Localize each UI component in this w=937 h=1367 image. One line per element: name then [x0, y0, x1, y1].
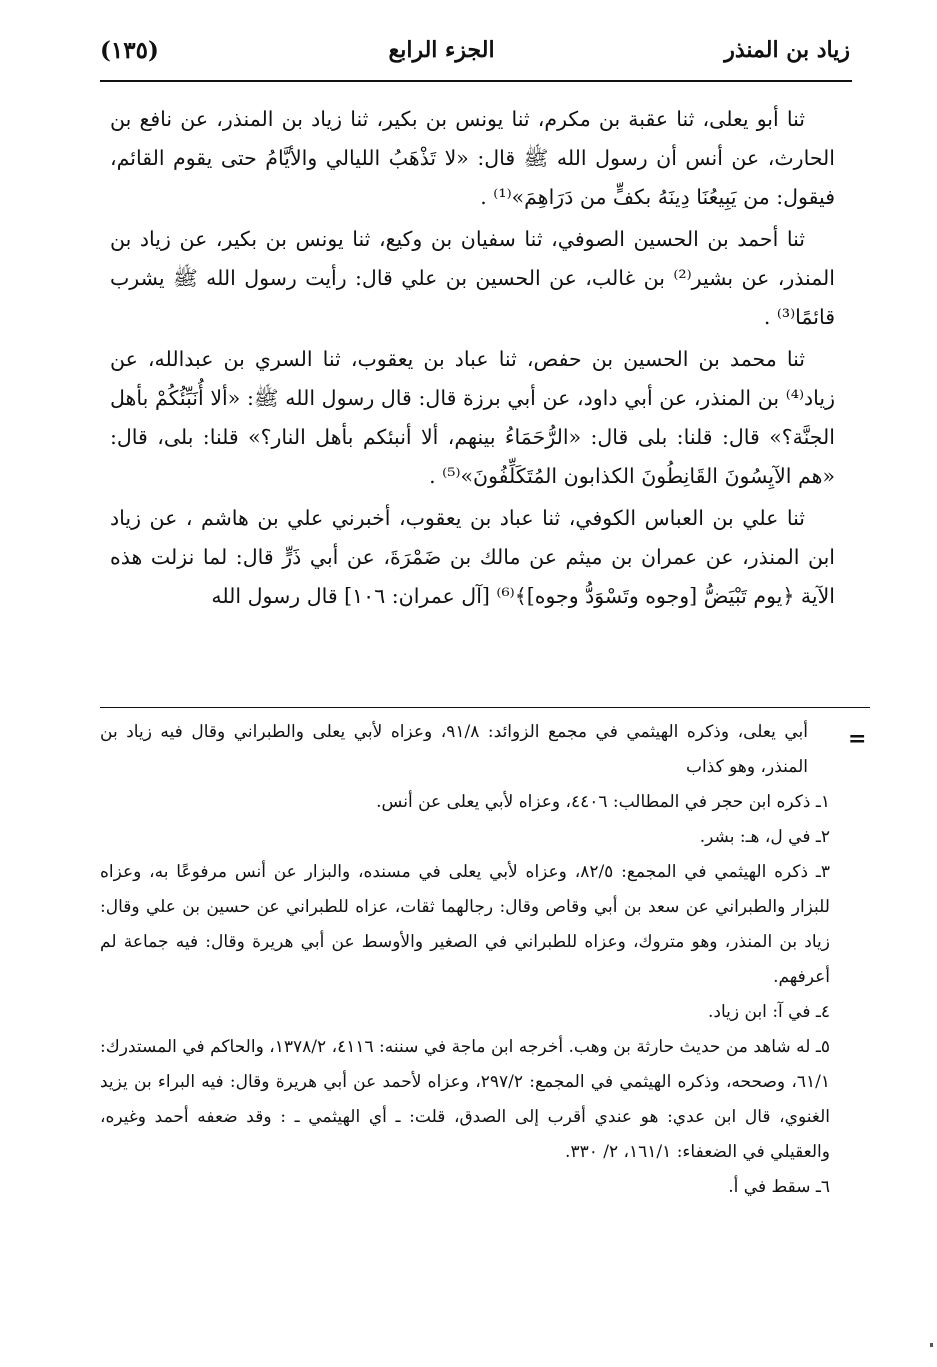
footnote-line: ٣ـ ذكره الهيثمي في المجمع: ٨٢/٥، وعزاه لأبي يعلى في مسنده، والبزار عن أنس مرفوعًا به، وعزاه للبزار والطبراني عن سعد بن أبي وقاص وقال: رجالهما ثقات، عزاه للطبراني عن حسين بن علي وقال: زياد بن المنذر، وهو متروك، وعزاه للطبراني في الصغير والأوسط عن أبي هريرة وقال: فيه جماعة لم أعرفهم.: [100, 862, 830, 987]
hadith-paragraph: ثنا محمد بن الحسين بن حفص، ثنا عباد بن يعقوب، ثنا السري بن عبدالله، عن زياد⁽⁴⁾ بن المنذر، عن أبي داود، عن أبي برزة قال: قال رسول الله ﷺ: «ألا أُنَبِّئُكُمْ بأهل الجنَّة؟» قال: قلنا: بلى قال: «الرُّحَمَاءُ بينهم، ألا أنبئكم بأهل النار؟» قلنا: بلى، قال: «هم الآيِسُونَ القَانِطُونَ الكذابون المُتَكَلِّفُونَ»⁽⁵⁾ .: [110, 347, 835, 488]
page-number: (١٣٥): [100, 36, 159, 64]
footnote-line: أبي يعلى، وذكره الهيثمي في مجمع الزوائد: ٩١/٨، وعزاه لأبي يعلى والطبراني وقال فيه زياد بن المنذر، وهو كذاب: [100, 722, 808, 777]
header-center-title: الجزء الرابع: [388, 37, 495, 63]
footnote-line: ٢ـ في ل، هـ: بشر.: [699, 827, 830, 847]
footnote-line: ٥ـ له شاهد من حديث حارثة بن وهب. أخرجه ابن ماجة في سننه: ٤١١٦، ١٣٧٨/٢، والحاكم في المستدرك: ٦١/١، وصححه، وذكره الهيثمي في المجمع: ٢٩٧/٢، وعزاه لأحمد عن أبي هريرة وقال: فيه البراء بن يزيد الغنوي، قال ابن عدي: هو عندي أقرب إلى الصدق، قلت: ـ أي الهيثمي ـ : وقد ضعفه أحمد وغيره، والعقيلي في الضعفاء: ١٦١/١، ٢/ ٣٣٠.: [100, 1037, 830, 1162]
footnotes: [100, 715, 830, 1205]
footnote-divider: [100, 707, 870, 708]
hadith-paragraph: ثنا أحمد بن الحسين الصوفي، ثنا سفيان بن وكيع، ثنا يونس بن بكير، عن زياد بن المنذر، عن بشير⁽²⁾ بن غالب، عن الحسين بن علي قال: رأيت رسول الله ﷺ يشرب قائمًا⁽³⁾ .: [110, 227, 836, 329]
header-right-title: زياد بن المنذر: [724, 37, 850, 63]
page-header: [100, 30, 850, 70]
footnote-line: ٤ـ في آ: ابن زياد.: [708, 1002, 830, 1022]
hadith-paragraph: ثنا علي بن العباس الكوفي، ثنا عباد بن يعقوب، أخبرني علي بن هاشم ، عن زياد ابن المنذر، عن عمران بن ميثم عن مالك بن ضَمْرَةَ، عن أبي ذَرٍّ قال: لما نزلت هذه الآية ﴿يوم تَبْيَضُّ [وجوه وتَسْوَدُّ وجوه]﴾⁽⁶⁾ [آل عمران: ١٠٦] قال رسول الله: [110, 506, 835, 608]
footnote-line: ٦ـ سقط في أ.: [728, 1177, 830, 1197]
scan-speck: [930, 1343, 933, 1347]
continuation-mark: =: [848, 726, 867, 752]
main-text: [110, 100, 835, 619]
header-divider: [100, 80, 852, 82]
hadith-paragraph: ثنا أبو يعلى، ثنا عقبة بن مكرم، ثنا يونس بن بكير، ثنا زياد بن المنذر، عن نافع بن الحارث، عن أنس أن رسول الله ﷺ قال: «لا تَذْهَبُ الليالي والأيَّامُ حتى يقوم القائم، فيقول: من يَبِيعُنَا دِينَهُ بكفٍّ من دَرَاهِمَ»⁽¹⁾ .: [110, 107, 835, 209]
footnote-line: ١ـ ذكره ابن حجر في المطالب: ٤٤٠٦، وعزاه لأبي يعلى عن أنس.: [376, 792, 830, 812]
